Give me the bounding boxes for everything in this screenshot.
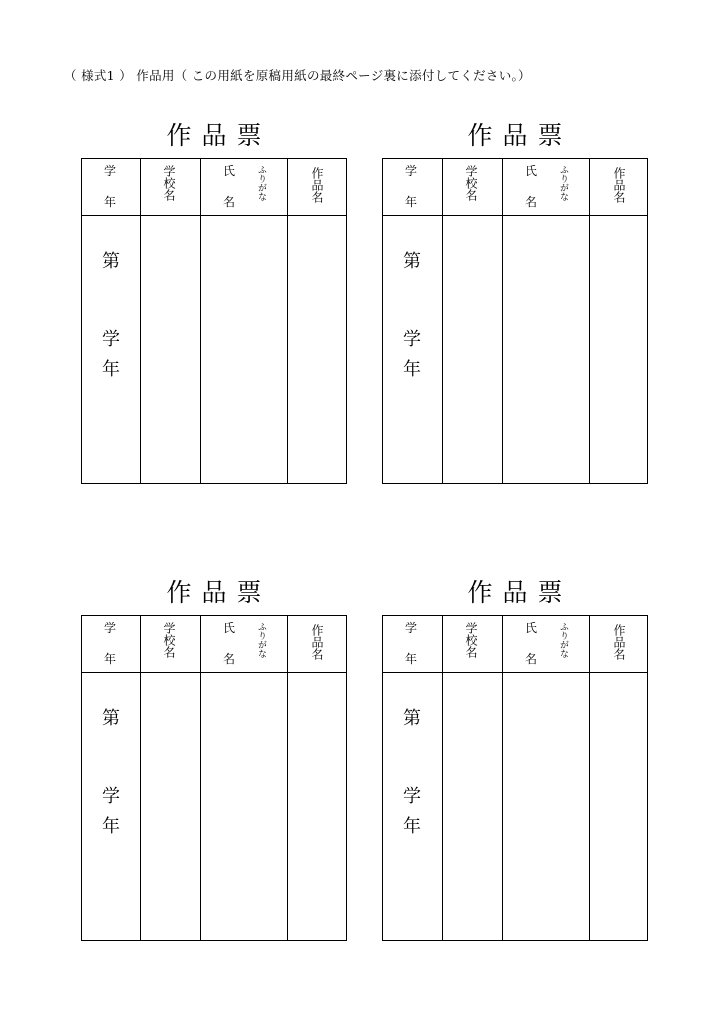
slip-table bbox=[382, 158, 648, 484]
grade-gaku: 学 bbox=[102, 329, 120, 350]
work-slip-bottom-right bbox=[382, 573, 648, 973]
grade-nen: 年 bbox=[403, 359, 421, 380]
work-slip-top-left bbox=[81, 116, 347, 516]
grade-nen: 年 bbox=[403, 816, 421, 837]
header-grade-bottom: 年 bbox=[104, 195, 117, 209]
header-work: 作品名 bbox=[310, 167, 324, 203]
header-name-top: 氏 bbox=[525, 164, 538, 178]
work-slip-bottom-left bbox=[81, 573, 347, 973]
slip-table bbox=[81, 615, 347, 941]
slip-table bbox=[81, 158, 347, 484]
header-work: 作品名 bbox=[310, 624, 324, 660]
header-grade-bottom: 年 bbox=[405, 195, 418, 209]
header-work: 作品名 bbox=[612, 167, 626, 203]
header-school: 学校名 bbox=[162, 622, 176, 658]
work-slip-top-right bbox=[382, 116, 648, 516]
grade-prefix: 第 bbox=[403, 708, 421, 729]
header-grade-top: 学 bbox=[104, 621, 117, 635]
grade-prefix: 第 bbox=[403, 251, 421, 272]
slip-title: 作品票 bbox=[467, 121, 573, 150]
form-note: （ 様式1 ） 作品用（ この用紙を原稿用紙の最終ページ裏に添付してください。） bbox=[64, 68, 531, 83]
header-furigana: ふりがな bbox=[558, 622, 568, 658]
header-grade-top: 学 bbox=[405, 164, 418, 178]
grade-gaku: 学 bbox=[403, 329, 421, 350]
header-grade-bottom: 年 bbox=[104, 652, 117, 666]
grade-gaku: 学 bbox=[403, 786, 421, 807]
header-school: 学校名 bbox=[464, 622, 478, 658]
header-furigana: ふりがな bbox=[256, 165, 266, 201]
grade-prefix: 第 bbox=[102, 708, 120, 729]
header-school: 学校名 bbox=[464, 165, 478, 201]
header-name-top: 氏 bbox=[525, 621, 538, 635]
grade-nen: 年 bbox=[102, 816, 120, 837]
header-name-bottom: 名 bbox=[223, 195, 236, 209]
header-name-bottom: 名 bbox=[525, 652, 538, 666]
header-name-top: 氏 bbox=[223, 164, 236, 178]
header-grade-top: 学 bbox=[104, 164, 117, 178]
grade-prefix: 第 bbox=[102, 251, 120, 272]
slip-title: 作品票 bbox=[166, 578, 272, 607]
header-name-bottom: 名 bbox=[223, 652, 236, 666]
header-furigana: ふりがな bbox=[558, 165, 568, 201]
header-name-top: 氏 bbox=[223, 621, 236, 635]
slip-title: 作品票 bbox=[166, 121, 272, 150]
header-name-bottom: 名 bbox=[525, 195, 538, 209]
grade-gaku: 学 bbox=[102, 786, 120, 807]
header-grade-bottom: 年 bbox=[405, 652, 418, 666]
grade-nen: 年 bbox=[102, 359, 120, 380]
slip-title: 作品票 bbox=[467, 578, 573, 607]
slip-table bbox=[382, 615, 648, 941]
header-work: 作品名 bbox=[612, 624, 626, 660]
header-school: 学校名 bbox=[162, 165, 176, 201]
header-furigana: ふりがな bbox=[256, 622, 266, 658]
header-grade-top: 学 bbox=[405, 621, 418, 635]
